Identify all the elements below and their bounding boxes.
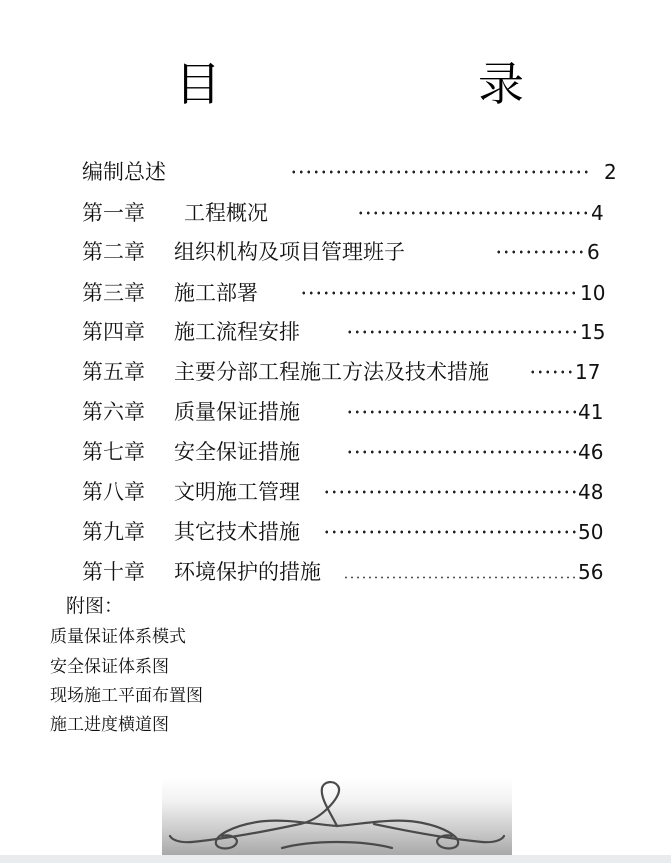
toc-entry-chapter-2 [0, 237, 671, 267]
toc-chapter-label: 第五章 [82, 360, 145, 384]
toc-page-number: 6 [587, 240, 600, 264]
toc-page-number: 50 [578, 520, 604, 544]
appendix-item: 质量保证体系模式 [50, 627, 186, 647]
toc-entry-chapter-3 [0, 278, 671, 308]
toc-entry-chapter-8 [0, 477, 671, 507]
toc-chapter-title: 施工流程安排 [174, 320, 300, 344]
toc-page-number: 46 [578, 440, 604, 464]
toc-chapter-label: 编制总述 [82, 160, 166, 184]
toc-entry-overview [0, 157, 671, 187]
toc-entry-chapter-5 [0, 357, 671, 387]
toc-chapter-title: 安全保证措施 [174, 440, 300, 464]
toc-entry-chapter-6 [0, 397, 671, 427]
toc-leader-dots [323, 490, 578, 494]
toc-title-left-char: 目 [175, 57, 221, 111]
toc-chapter-title: 施工部署 [174, 281, 258, 305]
toc-page-number: 4 [591, 201, 604, 225]
toc-leader-dots [346, 450, 578, 454]
toc-chapter-title: 环境保护的措施 [174, 560, 321, 584]
toc-chapter-title: 主要分部工程施工方法及技术措施 [174, 360, 489, 384]
toc-chapter-title: 其它技术措施 [174, 520, 300, 544]
toc-page-number: 41 [578, 400, 604, 424]
toc-leader-dots [346, 330, 580, 334]
toc-chapter-label: 第九章 [82, 520, 145, 544]
toc-leader-dots [495, 250, 587, 254]
toc-title-right-char: 录 [478, 57, 524, 111]
toc-leader-dots [346, 410, 578, 414]
toc-chapter-title: 工程概况 [184, 201, 268, 225]
toc-leader-dots [323, 530, 578, 534]
toc-leader-dots [529, 370, 575, 374]
toc-entry-chapter-1 [0, 198, 671, 228]
toc-page-number: 2 [604, 160, 617, 184]
toc-page-number: 48 [578, 480, 604, 504]
toc-chapter-label: 第六章 [82, 400, 145, 424]
toc-page-number: 56 [578, 560, 604, 584]
toc-page-number: 10 [580, 281, 606, 305]
toc-chapter-label: 第一章 [82, 201, 145, 225]
toc-chapter-label: 第十章 [82, 560, 145, 584]
toc-chapter-label: 第四章 [82, 320, 145, 344]
toc-entry-chapter-7 [0, 437, 671, 467]
toc-chapter-title: 文明施工管理 [174, 480, 300, 504]
viewer-bottom-strip [0, 855, 671, 863]
toc-page-number: 17 [575, 360, 601, 384]
appendix-item: 现场施工平面布置图 [50, 686, 203, 706]
toc-chapter-title: 质量保证措施 [174, 400, 300, 424]
toc-chapter-label: 第七章 [82, 440, 145, 464]
appendix-heading: 附图： [66, 595, 124, 617]
toc-entry-chapter-4 [0, 317, 671, 347]
appendix-item: 安全保证体系图 [50, 657, 169, 677]
toc-entry-chapter-9 [0, 517, 671, 547]
toc-leader-dots [300, 291, 580, 295]
toc-leader-dots [357, 211, 591, 215]
toc-chapter-label: 第三章 [82, 281, 145, 305]
toc-chapter-title: 组织机构及项目管理班子 [174, 240, 405, 264]
toc-page-number: 15 [580, 320, 606, 344]
toc-leader-dots [290, 170, 590, 174]
toc-chapter-label: 第二章 [82, 240, 145, 264]
toc-entry-chapter-10 [0, 557, 671, 587]
toc-leader-dots [343, 576, 578, 579]
appendix-item: 施工进度横道图 [50, 715, 169, 735]
decorative-scroll-flourish-icon [162, 778, 512, 855]
toc-chapter-label: 第八章 [82, 480, 145, 504]
